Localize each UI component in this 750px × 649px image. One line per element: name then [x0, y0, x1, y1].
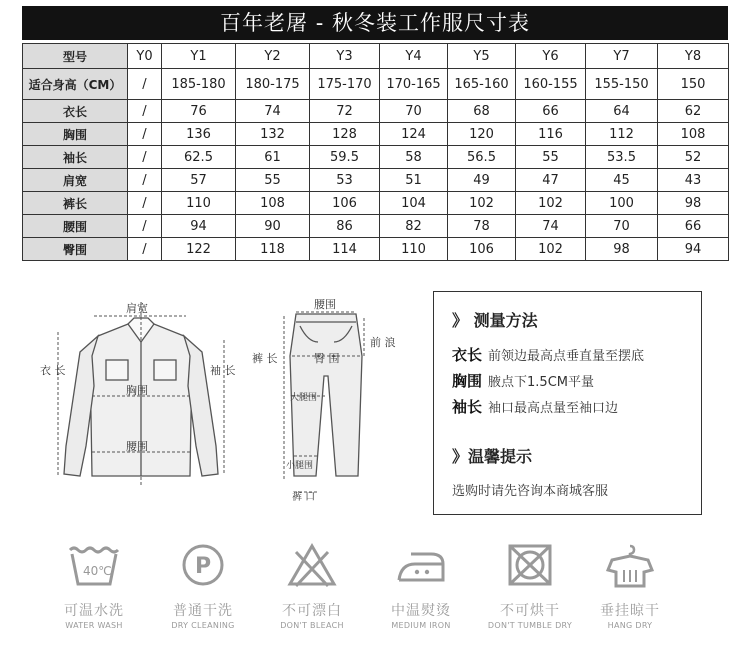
table-cell: 98 — [586, 238, 658, 261]
care-label-cn: 可温水洗 — [64, 603, 124, 619]
table-cell: 45 — [586, 169, 658, 192]
table-cell: 110 — [380, 238, 448, 261]
table-cell: 132 — [236, 123, 310, 146]
table-cell: 108 — [236, 192, 310, 215]
row-label: 裤长 — [23, 192, 128, 215]
pants-thigh-label: 大腿围 — [290, 393, 318, 403]
measurement-method-box — [433, 291, 702, 515]
table-row — [23, 69, 729, 100]
header-cell-size: Y4 — [380, 44, 448, 69]
header-cell-size: Y1 — [162, 44, 236, 69]
table-cell: 52 — [658, 146, 729, 169]
table-cell: 170-165 — [380, 69, 448, 100]
care-item-dry-clean — [153, 542, 253, 630]
table-cell: 56.5 — [448, 146, 516, 169]
table-cell: / — [128, 238, 162, 261]
table-cell: 180-175 — [236, 69, 310, 100]
table-cell: 185-180 — [162, 69, 236, 100]
table-cell: 64 — [586, 100, 658, 123]
header-cell-size: Y5 — [448, 44, 516, 69]
pants-waist-label: 腰围 — [314, 298, 336, 311]
method-desc: 前领边最高点垂直量至摆底 — [488, 349, 645, 364]
table-header-row — [23, 44, 729, 69]
table-cell: 55 — [516, 146, 586, 169]
size-table — [22, 43, 729, 261]
dry-clean-icon — [175, 542, 231, 588]
wash-40-icon — [66, 542, 122, 588]
table-cell: 120 — [448, 123, 516, 146]
table-cell: / — [128, 69, 162, 100]
row-label: 肩宽 — [23, 169, 128, 192]
table-cell: / — [128, 169, 162, 192]
table-cell: 70 — [586, 215, 658, 238]
no-bleach-icon — [284, 542, 340, 588]
pants-calf-label: 小腿围 — [286, 461, 314, 471]
table-cell: 100 — [586, 192, 658, 215]
table-cell: 108 — [658, 123, 729, 146]
table-cell: 53.5 — [586, 146, 658, 169]
header-cell-size: Y8 — [658, 44, 729, 69]
row-label: 腰围 — [23, 215, 128, 238]
table-cell: 116 — [516, 123, 586, 146]
row-label: 胸围 — [23, 123, 128, 146]
table-cell: 61 — [236, 146, 310, 169]
table-cell: 128 — [310, 123, 380, 146]
table-cell: 110 — [162, 192, 236, 215]
method-term: 袖长 — [452, 398, 483, 416]
table-cell: 47 — [516, 169, 586, 192]
table-cell: / — [128, 100, 162, 123]
shirt-chest-label: 胸围 — [126, 384, 148, 397]
pants-hip-label: 臀 围 — [314, 352, 340, 365]
table-cell: 118 — [236, 238, 310, 261]
care-label-en: WATER WASH — [65, 621, 123, 630]
care-label-cn: 普通干洗 — [173, 603, 233, 619]
tip-text: 选购时请先咨询本商城客服 — [452, 484, 609, 499]
table-cell: 62.5 — [162, 146, 236, 169]
page-title: 百年老屠 - 秋冬装工作服尺寸表 — [22, 6, 728, 40]
care-label-en: DON'T BLEACH — [280, 621, 344, 630]
table-cell: 86 — [310, 215, 380, 238]
table-row — [23, 169, 729, 192]
table-cell: 102 — [516, 192, 586, 215]
header-cell-model: 型号 — [23, 44, 128, 69]
method-item — [452, 396, 618, 417]
care-item-no-tumble — [480, 542, 580, 630]
hang-dry-icon — [602, 542, 658, 588]
method-desc: 腋点下1.5CM平量 — [488, 375, 594, 390]
table-cell: 150 — [658, 69, 729, 100]
method-item — [452, 344, 644, 365]
table-row — [23, 192, 729, 215]
shirt-sleeve-label: 袖 长 — [210, 364, 236, 377]
table-cell: 94 — [658, 238, 729, 261]
care-label-en: DON'T TUMBLE DRY — [487, 621, 573, 630]
pants-hem-label: 裤 口 — [292, 492, 316, 503]
table-cell: 72 — [310, 100, 380, 123]
table-cell: 165-160 — [448, 69, 516, 100]
table-row — [23, 146, 729, 169]
table-cell: / — [128, 146, 162, 169]
table-row — [23, 215, 729, 238]
care-label-en: DRY CLEANING — [171, 621, 235, 630]
care-label-cn: 不可漂白 — [282, 603, 342, 619]
dry-clean-badge: P — [195, 554, 212, 579]
table-cell: / — [128, 123, 162, 146]
header-cell-size: Y3 — [310, 44, 380, 69]
care-label-en: HANG DRY — [607, 621, 653, 630]
table-cell: 106 — [448, 238, 516, 261]
table-cell: 124 — [380, 123, 448, 146]
row-label: 臀围 — [23, 238, 128, 261]
iron-medium-icon — [393, 542, 449, 588]
wash-temp-label: 40℃ — [83, 564, 112, 578]
table-cell: 66 — [658, 215, 729, 238]
care-label-cn: 中温熨烫 — [391, 603, 451, 619]
table-cell: 136 — [162, 123, 236, 146]
header-cell-size: Y0 — [128, 44, 162, 69]
table-cell: 49 — [448, 169, 516, 192]
care-item-iron — [371, 542, 471, 630]
care-item-wash — [44, 542, 144, 630]
care-label-cn: 垂挂晾干 — [600, 603, 660, 619]
table-cell: 74 — [516, 215, 586, 238]
table-cell: 175-170 — [310, 69, 380, 100]
method-term: 胸围 — [452, 372, 483, 390]
care-item-no-bleach — [262, 542, 362, 630]
shirt-waist-label: 腰围 — [126, 440, 148, 453]
table-cell: 53 — [310, 169, 380, 192]
table-cell: 106 — [310, 192, 380, 215]
table-cell: 76 — [162, 100, 236, 123]
table-cell: 55 — [236, 169, 310, 192]
shirt-shoulder-label: 肩宽 — [126, 302, 148, 315]
table-cell: 43 — [658, 169, 729, 192]
table-cell: 155-150 — [586, 69, 658, 100]
row-label: 适合身高（CM） — [23, 69, 128, 100]
table-cell: 104 — [380, 192, 448, 215]
care-label-cn: 不可烘干 — [500, 603, 560, 619]
table-cell: / — [128, 192, 162, 215]
table-cell: 51 — [380, 169, 448, 192]
table-cell: 160-155 — [516, 69, 586, 100]
row-label: 衣长 — [23, 100, 128, 123]
header-cell-size: Y2 — [236, 44, 310, 69]
table-cell: 68 — [448, 100, 516, 123]
method-term: 衣长 — [452, 346, 483, 364]
method-desc: 袖口最高点量至袖口边 — [488, 401, 619, 416]
table-cell: 62 — [658, 100, 729, 123]
header-cell-size: Y7 — [586, 44, 658, 69]
table-cell: 78 — [448, 215, 516, 238]
header-cell-size: Y6 — [516, 44, 586, 69]
care-item-hang-dry — [580, 542, 680, 630]
table-cell: 90 — [236, 215, 310, 238]
method-heading: 》 测量方法 — [452, 311, 538, 330]
shirt-length-label: 衣 长 — [40, 364, 66, 377]
table-cell: 102 — [516, 238, 586, 261]
shirt-diagram — [36, 296, 246, 496]
table-cell: 70 — [380, 100, 448, 123]
table-row — [23, 100, 729, 123]
table-cell: 66 — [516, 100, 586, 123]
table-cell: 98 — [658, 192, 729, 215]
table-cell: 94 — [162, 215, 236, 238]
table-cell: / — [128, 215, 162, 238]
table-cell: 114 — [310, 238, 380, 261]
no-tumble-dry-icon — [502, 542, 558, 588]
pants-length-label: 裤 长 — [252, 352, 278, 365]
table-cell: 58 — [380, 146, 448, 169]
table-cell: 122 — [162, 238, 236, 261]
table-row — [23, 238, 729, 261]
table-cell: 74 — [236, 100, 310, 123]
table-cell: 57 — [162, 169, 236, 192]
pants-diagram — [252, 296, 412, 506]
table-row — [23, 123, 729, 146]
pants-front-rise-label: 前 浪 — [370, 336, 396, 349]
tip-heading: 》温馨提示 — [452, 447, 533, 466]
table-cell: 82 — [380, 215, 448, 238]
table-cell: 102 — [448, 192, 516, 215]
row-label: 袖长 — [23, 146, 128, 169]
method-item — [452, 370, 594, 391]
table-cell: 59.5 — [310, 146, 380, 169]
table-cell: 112 — [586, 123, 658, 146]
care-label-en: MEDIUM IRON — [391, 621, 451, 630]
